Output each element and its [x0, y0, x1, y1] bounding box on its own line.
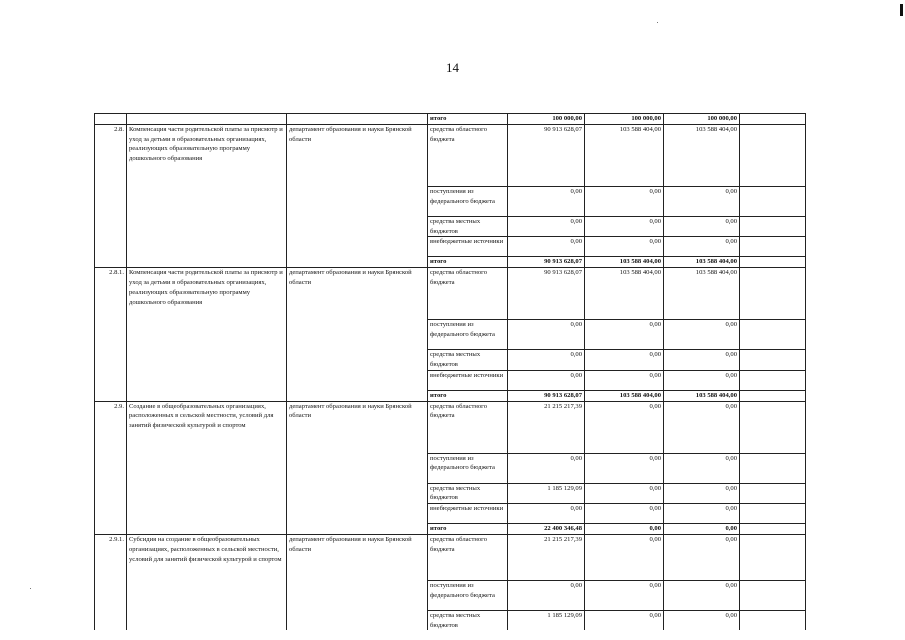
amount-cell: 100 000,00 [508, 114, 585, 125]
amount-cell: 0,00 [585, 610, 664, 631]
amount-cell: 0,00 [664, 524, 740, 535]
amount-cell: 21 215 217,39 [508, 534, 585, 580]
amount-cell: 0,00 [664, 580, 740, 610]
scan-speck [657, 22, 658, 23]
extra-column-cell [740, 186, 806, 216]
table-row [95, 114, 806, 125]
extra-column-cell [740, 580, 806, 610]
amount-cell: 0,00 [508, 370, 585, 390]
budget-table [94, 113, 806, 632]
amount-cell: 0,00 [664, 483, 740, 504]
amount-cell: 0,00 [585, 320, 664, 350]
extra-column-cell [740, 504, 806, 524]
scan-edge-mark [900, 4, 903, 16]
amount-cell: 103 588 404,00 [664, 390, 740, 401]
amount-cell: 103 588 404,00 [664, 268, 740, 320]
funding-source: внебюджетные источники [428, 504, 508, 524]
funding-source: внебюджетные источники [428, 370, 508, 390]
amount-cell: 0,00 [585, 216, 664, 237]
number-cell [95, 114, 127, 125]
section-title: Компенсация части родительской платы за присмотр и уход за детьми в образовательных организациях, реализующих образовательную программу дошкольного образования [127, 124, 287, 267]
amount-cell: 0,00 [585, 524, 664, 535]
amount-cell: 0,00 [508, 237, 585, 257]
funding-source: поступления из федерального бюджета [428, 453, 508, 483]
funding-source: средства местных бюджетов [428, 483, 508, 504]
funding-source: средства областного бюджета [428, 124, 508, 186]
amount-cell: 0,00 [664, 370, 740, 390]
extra-column-cell [740, 268, 806, 320]
amount-cell: 0,00 [585, 580, 664, 610]
funding-source: средства местных бюджетов [428, 350, 508, 371]
extra-column-cell [740, 350, 806, 371]
page-cutoff [0, 630, 905, 640]
extra-column-cell [740, 390, 806, 401]
table-row [95, 534, 806, 580]
amount-cell: 100 000,00 [664, 114, 740, 125]
extra-column-cell [740, 453, 806, 483]
table-row [95, 124, 806, 186]
amount-cell: 0,00 [585, 350, 664, 371]
amount-cell: 90 913 628,07 [508, 257, 585, 268]
amount-cell: 0,00 [508, 350, 585, 371]
amount-cell: 90 913 628,07 [508, 124, 585, 186]
amount-cell: 0,00 [508, 504, 585, 524]
funding-source: средства областного бюджета [428, 268, 508, 320]
section-number: 2.9. [95, 401, 127, 534]
table-row [95, 401, 806, 453]
section-number: 2.8. [95, 124, 127, 267]
amount-cell: 103 588 404,00 [585, 124, 664, 186]
amount-cell: 0,00 [585, 483, 664, 504]
extra-column-cell [740, 114, 806, 125]
amount-cell: 0,00 [664, 320, 740, 350]
section-number: 2.9.1. [95, 534, 127, 631]
funding-source: средства местных бюджетов [428, 610, 508, 631]
extra-column-cell [740, 610, 806, 631]
section-department: департамент образования и науки Брянской области [287, 268, 428, 401]
source-cell: итого [428, 114, 508, 125]
section-title: Компенсация части родительской платы за присмотр и уход за детьми в образовательных организациях, реализующих образовательную программу дошкольного образования [127, 268, 287, 401]
section-department: департамент образования и науки Брянской области [287, 124, 428, 267]
funding-source: поступления из федерального бюджета [428, 320, 508, 350]
amount-cell: 0,00 [585, 504, 664, 524]
amount-cell: 0,00 [585, 370, 664, 390]
section-title: Создание в общеобразовательных организациях, расположенных в сельской местности, условий для занятий физической культурой и спортом [127, 401, 287, 534]
amount-cell: 103 588 404,00 [585, 390, 664, 401]
table-row [95, 268, 806, 320]
amount-cell: 0,00 [508, 186, 585, 216]
amount-cell: 0,00 [585, 237, 664, 257]
amount-cell: 21 215 217,39 [508, 401, 585, 453]
extra-column-cell [740, 320, 806, 350]
page-number: 14 [446, 60, 459, 75]
funding-source: поступления из федерального бюджета [428, 186, 508, 216]
section-department: департамент образования и науки Брянской области [287, 401, 428, 534]
funding-source: итого [428, 524, 508, 535]
funding-source: внебюджетные источники [428, 237, 508, 257]
funding-source: средства местных бюджетов [428, 216, 508, 237]
extra-column-cell [740, 483, 806, 504]
amount-cell: 90 913 628,07 [508, 390, 585, 401]
amount-cell: 0,00 [664, 237, 740, 257]
amount-cell: 22 400 346,48 [508, 524, 585, 535]
amount-cell: 0,00 [664, 610, 740, 631]
amount-cell: 0,00 [664, 453, 740, 483]
amount-cell: 0,00 [585, 401, 664, 453]
amount-cell: 103 588 404,00 [664, 124, 740, 186]
funding-source: поступления из федерального бюджета [428, 580, 508, 610]
amount-cell: 103 588 404,00 [585, 268, 664, 320]
funding-source: средства областного бюджета [428, 534, 508, 580]
funding-source: средства областного бюджета [428, 401, 508, 453]
funding-source: итого [428, 257, 508, 268]
extra-column-cell [740, 524, 806, 535]
amount-cell: 0,00 [664, 504, 740, 524]
extra-column-cell [740, 257, 806, 268]
amount-cell: 1 185 129,09 [508, 610, 585, 631]
amount-cell: 103 588 404,00 [664, 257, 740, 268]
amount-cell: 100 000,00 [585, 114, 664, 125]
extra-column-cell [740, 534, 806, 580]
amount-cell: 0,00 [508, 580, 585, 610]
amount-cell: 1 185 129,09 [508, 483, 585, 504]
section-number: 2.8.1. [95, 268, 127, 401]
amount-cell: 0,00 [664, 401, 740, 453]
amount-cell: 0,00 [664, 350, 740, 371]
amount-cell: 0,00 [508, 216, 585, 237]
title-cell [127, 114, 287, 125]
amount-cell: 0,00 [585, 453, 664, 483]
amount-cell: 0,00 [585, 186, 664, 216]
section-department: департамент образования и науки Брянской области [287, 534, 428, 631]
extra-column-cell [740, 370, 806, 390]
extra-column-cell [740, 216, 806, 237]
amount-cell: 0,00 [585, 534, 664, 580]
amount-cell: 90 913 628,07 [508, 268, 585, 320]
extra-column-cell [740, 237, 806, 257]
amount-cell: 103 588 404,00 [585, 257, 664, 268]
amount-cell: 0,00 [664, 216, 740, 237]
department-cell [287, 114, 428, 125]
funding-source: итого [428, 390, 508, 401]
section-title: Субсидия на создание в общеобразовательных организациях, расположенных в сельской местности, условий для занятий физической культурой и спортом [127, 534, 287, 631]
extra-column-cell [740, 401, 806, 453]
scan-speck [30, 588, 31, 589]
amount-cell: 0,00 [508, 320, 585, 350]
amount-cell: 0,00 [508, 453, 585, 483]
extra-column-cell [740, 124, 806, 186]
amount-cell: 0,00 [664, 186, 740, 216]
amount-cell: 0,00 [664, 534, 740, 580]
